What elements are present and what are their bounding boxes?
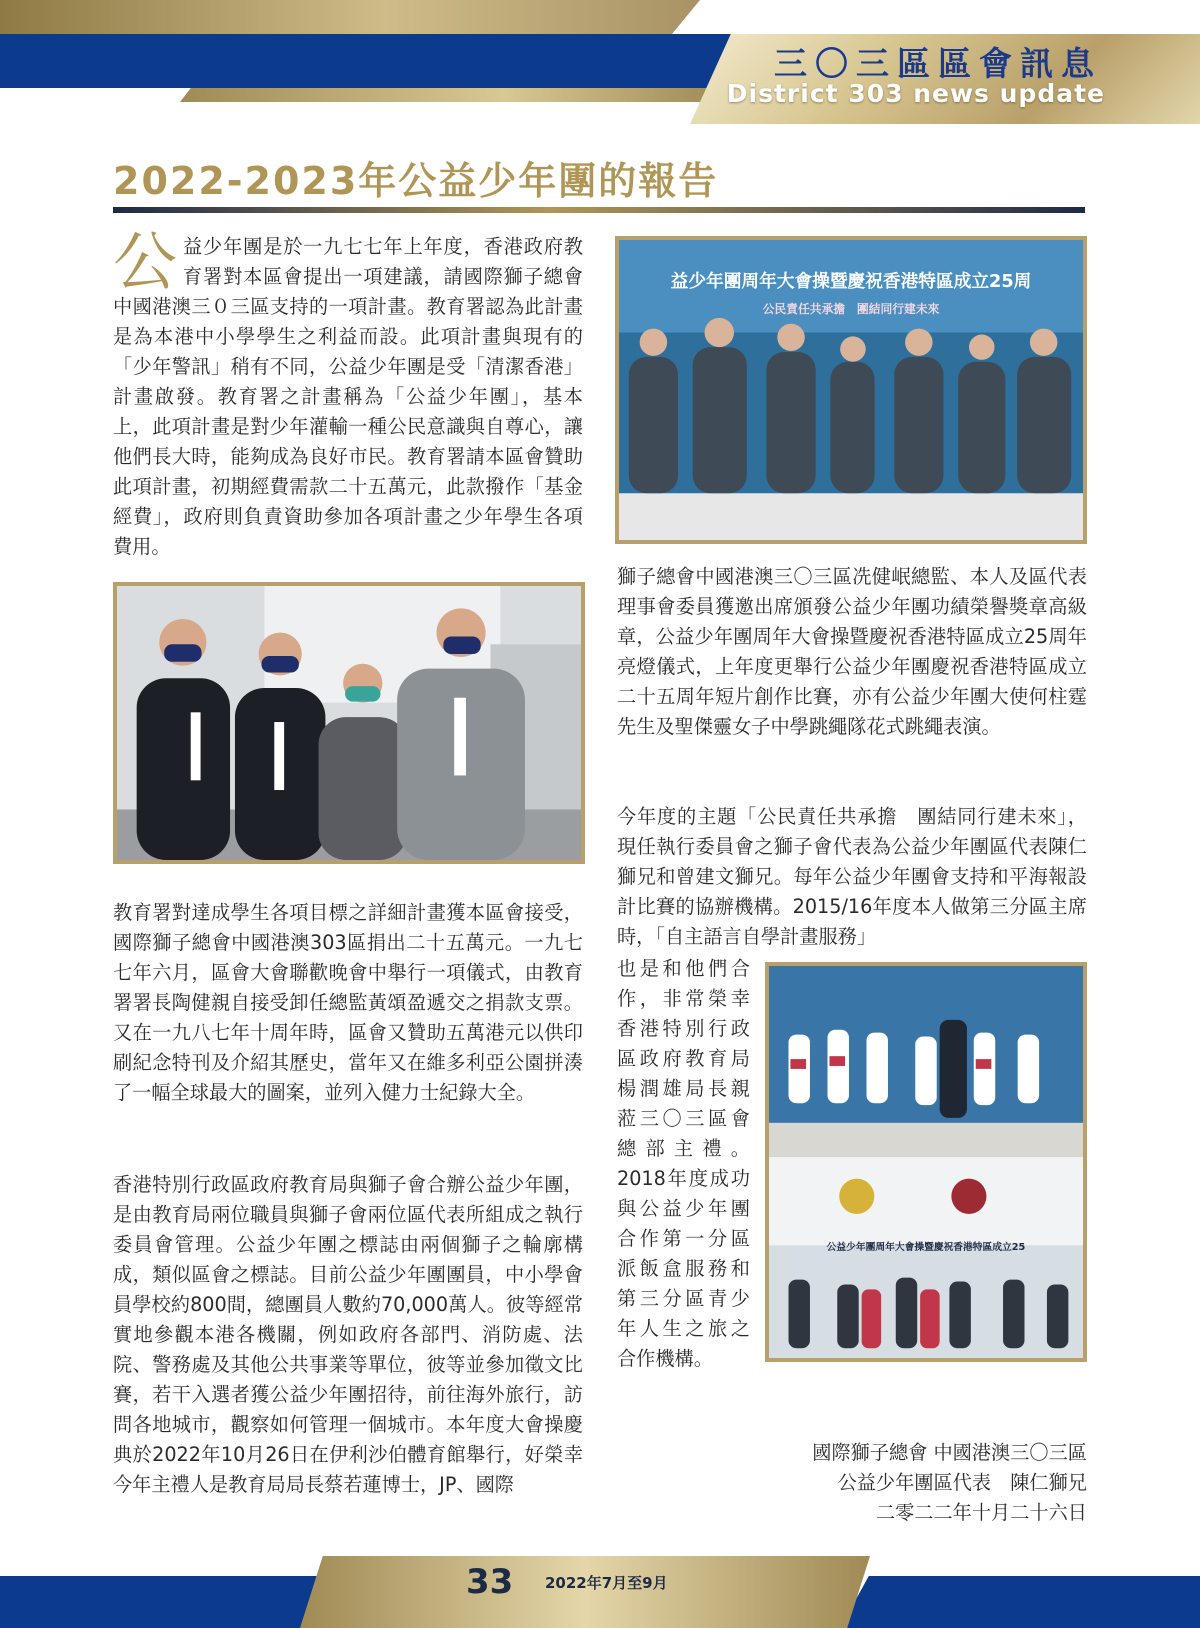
footer-blue-left: [0, 1576, 330, 1628]
paragraph-committee: 香港特別行政區政府教育局與獅子會合辦公益少年團，是由教育局兩位職員與獅子會兩位區代表所組成之執行委員會管理。公益少年團之標誌由兩個獅子之輪廓構成，類似區會之標誌。目前公益少年團團員，中小學會員學校約800間，總團員人數約70,000萬人。彼等經常實地參觀本港各機關，例如政府各部門、消防處、法院、警務處及其他公共事業等單位，彼等並參加徵文比賽，若干入選者獲公益少年團招待，前往海外旅行，訪問各地城市，觀察如何管理一個城市。本年度大會操慶典於2022年10月26日在伊利沙伯體育館舉行，好榮幸今年主禮人是教育局局長蔡若蓮博士，JP、國際: [113, 1173, 583, 1496]
stage-banner-line2: 公民責任共承擔 團結同行建未來: [762, 302, 940, 317]
photo-officials: [113, 582, 585, 864]
right-column-narrow: [617, 954, 750, 1374]
left-column-middle: [113, 898, 583, 1108]
paragraph-ceremony: 獅子總會中國港澳三〇三區冼健岷總監、本人及區代表理事會委員獲邀出席頒發公益少年團功績榮譽獎章高級章，公益少年團周年大會操暨慶祝香港特區成立25周年亮燈儀式，上年度更舉行公益少年團慶祝香港特區成立二十五周年短片創作比賽，亦有公益少年團大使何柱霆先生及聖傑靈女子中學跳繩隊花式跳繩表演。: [617, 565, 1087, 738]
paragraph-intro: [113, 226, 583, 562]
article-title: 2022-2023年公益少年團的報告: [113, 159, 719, 203]
signature-name: 公益少年團區代表 陳仁獅兄: [837, 1471, 1087, 1494]
paragraph-donation: 教育署對達成學生各項目標之詳細計畫獲本區會接受，國際獅子總會中國港澳303區捐出二十五萬元。一九七七年六月，區會大會聯歡晚會中舉行一項儀式，由教育署署長陶健親自接受卸任總監黃頌盈遞交之捐款支票。又在一九八七年十周年時，區會又贊助五萬港元以供印刷紀念特刊及介紹其歷史，當年又在維多利亞公園拼湊了一幅全球最大的圖案，並列入健力士紀錄大全。: [113, 901, 583, 1104]
issue-date: 2022年7月至9月: [545, 1574, 668, 1592]
header-gold-band: [0, 0, 700, 34]
stage-banner-line1: 益少年團周年大會操暨慶祝香港特區成立25周: [670, 271, 1032, 292]
title-rule: [113, 207, 1085, 213]
right-column-top: [617, 562, 1087, 742]
signature-date: 二零二二年十月二十六日: [875, 1501, 1087, 1524]
right-column-middle: [617, 802, 1087, 952]
students-banner-text: 公益少年團周年大會操暨慶祝香港特區成立25: [826, 1242, 1026, 1254]
footer-blue-right: [840, 1576, 1200, 1628]
paragraph-intro-text: 益少年團是於一九七七年上年度，香港政府教育署對本區會提出一項建議，請國際獅子總會中國港澳三０三區支持的一項計畫。教育署認為此計畫是為本港中小學學生之利益而設。此項計畫與現有的「少年警訊」稍有不同，公益少年團是受「清潔香港」計畫啟發。教育署之計畫稱為「公益少年團」，基本上，此項計畫是對少年灌輸一種公民意識與自尊心，讓他們長大時，能夠成為良好市民。教育署請本區會贊助此項計畫，初期經費需款二十五萬元，此款撥作「基金經費」，政府則負責資助參加各項計畫之少年學生各項費用。: [113, 235, 583, 558]
signature-block: [700, 1438, 1087, 1528]
section-title-en: District 303 news update: [726, 79, 1105, 108]
photo-stage-ceremony: [615, 236, 1087, 544]
left-column-top: [113, 226, 583, 562]
paragraph-theme: 今年度的主題「公民責任共承擔 團結同行建未來」，現任執行委員會之獅子會代表為公益少年團區代表陳仁獅兄和曾建文獅兄。每年公益少年團會支持和平海報設計比賽的協辦機構。2015/16年度本人做第三分區主席時，「自主語言自學計畫服務」: [617, 805, 1087, 948]
drop-cap: 公: [113, 226, 177, 300]
signature-organization: 國際獅子總會 中國港澳三〇三區: [812, 1441, 1087, 1464]
photo-students-award: [765, 962, 1087, 1362]
section-title-zh: 三〇三區區會訊息: [774, 44, 1102, 83]
paragraph-cooperation: 也是和他們合作，非常榮幸香港特別行政區政府教育局楊潤雄局長親蒞三〇三區會總部主禮。2018年度成功與公益少年團合作第一分區派飯盒服務和第三分區青少年人生之旅之合作機構。: [617, 957, 750, 1370]
page-number: 33: [466, 1562, 514, 1602]
left-column-bottom: [113, 1170, 583, 1500]
